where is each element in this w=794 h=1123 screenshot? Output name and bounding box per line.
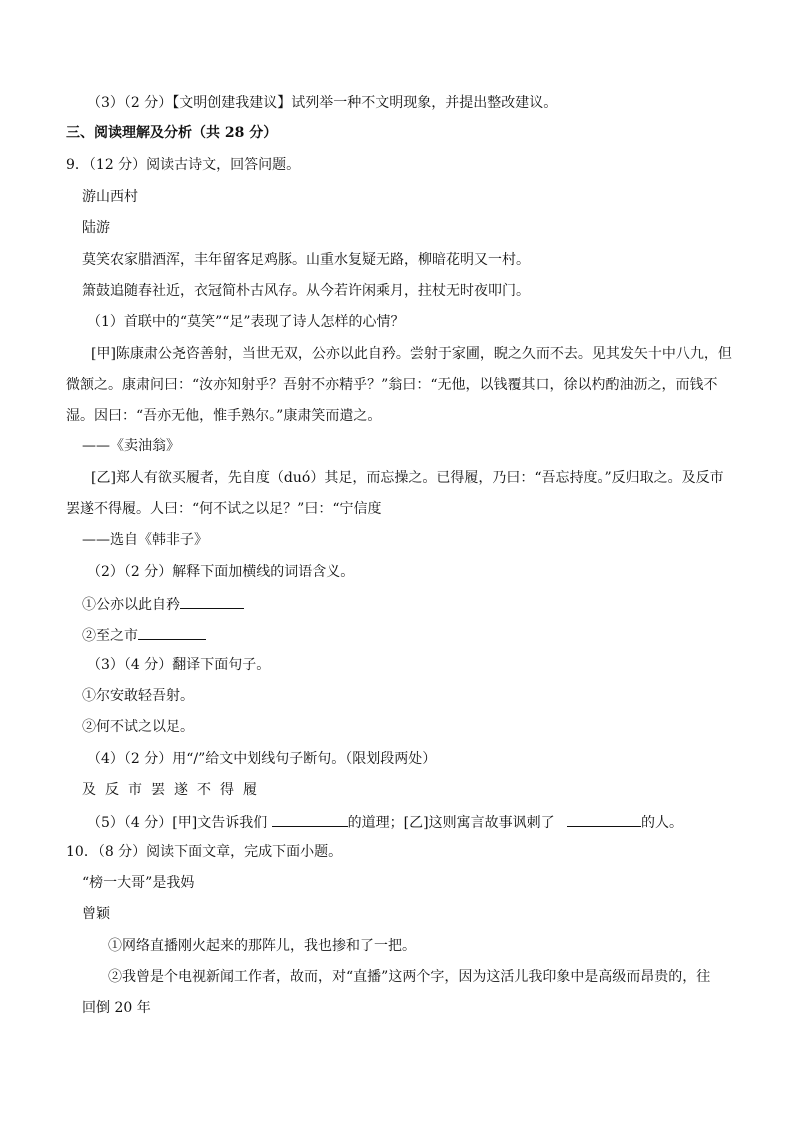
question-10-header: 10．（8 分）阅读下面文章，完成下面小题。 <box>66 844 343 860</box>
char: 得 <box>220 782 234 798</box>
question-9-2-item-1 <box>82 594 244 614</box>
q9-5-part-1: （5）（4 分）[甲]文告诉我们 <box>87 815 268 831</box>
question-9-2: （2）（2 分）解释下面加横线的词语含义。 <box>87 564 355 580</box>
poem-line-1: 莫笑农家腊酒浑，丰年留客足鸡豚。山重水复疑无路，柳暗花明又一村。 <box>82 252 530 268</box>
question-8-3: （3）（2 分）【文明创建我建议】试列举一种不文明现象，并提出整改建议。 <box>87 95 558 111</box>
poem-title: 游山西村 <box>82 189 138 205</box>
passage-b-source: ——选自《韩非子》 <box>82 532 208 548</box>
char: 罢 <box>151 782 165 798</box>
article-paragraph-2-line-2: 回倒 20 年 <box>82 1000 151 1016</box>
article-paragraph-1: ①网络直播刚火起来的那阵儿，我也掺和了一把。 <box>108 938 416 954</box>
question-9-4: （4）（2 分）用“/”给文中划线句子断句。（限划段两处） <box>87 751 437 767</box>
char: 不 <box>197 782 211 798</box>
answer-blank[interactable] <box>180 594 244 609</box>
char: 市 <box>128 782 142 798</box>
passage-b-line-1: [乙]郑人有欲买履者，先自度（duó）其足，而忘操之。已得履，乃曰：“吾忘持度。”反归取之。及反市 <box>91 470 724 486</box>
question-9-3: （3）（4 分）翻译下面句子。 <box>87 657 271 673</box>
char: 反 <box>105 782 119 798</box>
passage-a-source: ——《卖油翁》 <box>82 438 180 454</box>
q9-5-part-2: 的道理；[乙]这则寓言故事讽刺了 <box>347 815 555 831</box>
item-text: ①公亦以此自矜 <box>82 597 180 613</box>
passage-a-line-2: 微颔之。康肃问曰：“汝亦知射乎？吾射不亦精乎？”翁曰：“无他，以钱覆其口，徐以杓酌油沥之，而钱不 <box>66 377 718 393</box>
sentence-to-punctuate <box>82 781 266 799</box>
item-text: ②至之市 <box>82 628 138 644</box>
char: 履 <box>243 782 257 798</box>
question-9-3-item-1: ①尔安敢轻吾射。 <box>82 688 194 704</box>
question-9-1: （1）首联中的“莫笑”“足”表现了诗人怎样的心情？ <box>87 314 405 330</box>
poem-line-2: 箫鼓追随春社近，衣冠简朴古风存。从今若许闲乘月，拄杖无时夜叩门。 <box>82 283 530 299</box>
section-3-title: 三、阅读理解及分析（共 28 分） <box>66 125 278 141</box>
question-9-5 <box>87 812 683 832</box>
question-9-2-item-2 <box>82 625 206 645</box>
answer-blank[interactable] <box>138 625 206 640</box>
char: 遂 <box>174 782 188 798</box>
char: 及 <box>82 782 96 798</box>
passage-a-line-3: 湿。因曰：“吾亦无他，惟手熟尔。”康肃笑而遣之。 <box>66 408 382 424</box>
passage-a-line-1: [甲]陈康肃公尧咨善射，当世无双，公亦以此自矜。尝射于家圃，睨之久而不去。见其发矢十中八九，但 <box>91 346 732 362</box>
article-author: 曾颖 <box>82 906 110 922</box>
question-9-3-item-2: ②何不试之以足。 <box>82 719 194 735</box>
passage-b-line-2: 罢遂不得履。人曰：“何不试之以足？”曰：“宁信度 <box>66 501 382 517</box>
poem-author: 陆游 <box>82 220 110 236</box>
article-title: “榜一大哥”是我妈 <box>82 875 195 891</box>
answer-blank[interactable] <box>272 812 348 827</box>
q9-5-part-3: 的人。 <box>641 815 684 831</box>
article-paragraph-2-line-1: ②我曾是个电视新闻工作者，故而，对“直播”这两个字，因为这活儿我印象中是高级而昂贵的，往 <box>108 969 711 985</box>
question-9-header: 9．（12 分）阅读古诗文，回答问题。 <box>66 157 301 173</box>
answer-blank[interactable] <box>567 812 641 827</box>
